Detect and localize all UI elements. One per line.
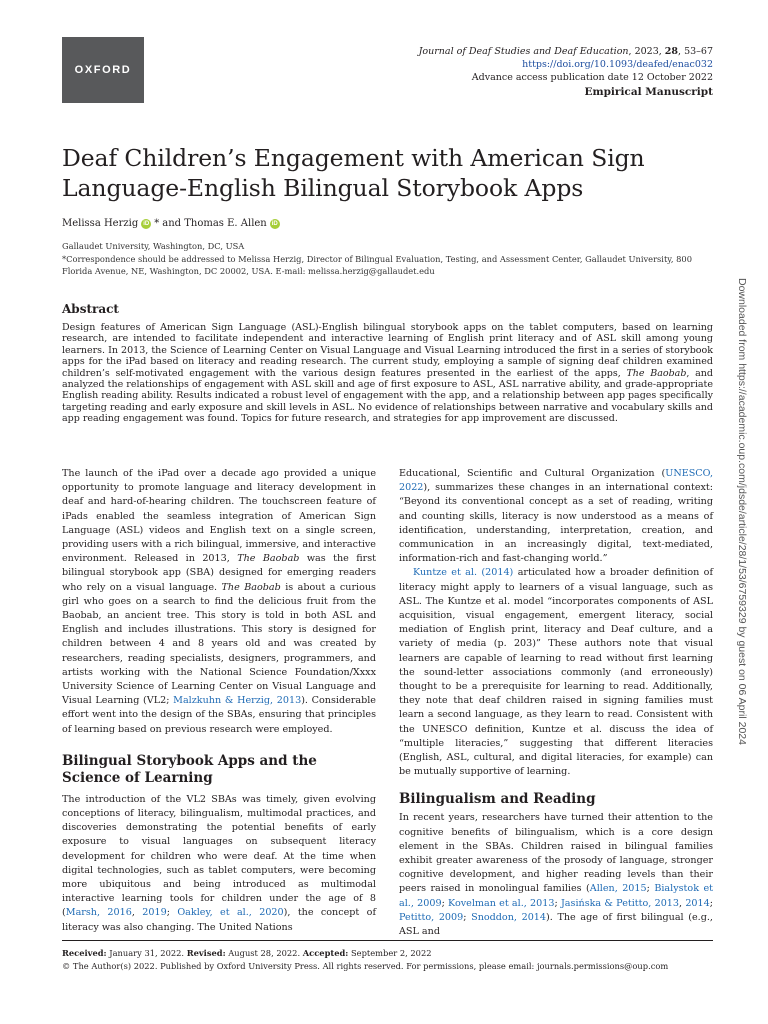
- download-note: Downloaded from https://academic.oup.com/jdsde/article/28/1/53/6759329 by guest on 06 April 2024: [736, 278, 748, 745]
- text-run: articulated how a broader definition of literacy might apply to learners of a visual language, such as ASL. The Kuntze et al. model “incorporates components of ASL acquisition, visual engagement, emergent literacy, social mediation of English print, literacy and Deaf culture, and a variety of media (p. 203)” These authors note that visual learners are capable of learning to read without first learning the sound-letter associations commonly (and erroneously) thought to be a prerequisite for learning to read. Additionally, they note that deaf children raised in signing families must learn a second language, as they learn to read. Consistent with the UNESCO definition, Kuntze et al. discuss the idea of “multiple literacies,” suggesting that different literacies (English, ASL, cultural, and digital literacies, for example) can be mutually supportive of learning.: [399, 567, 713, 778]
- affiliation: [62, 240, 702, 278]
- section-heading: Bilingualism and Reading: [399, 791, 596, 808]
- journal-volume: 28: [664, 46, 679, 57]
- journal-citation: [419, 45, 713, 58]
- text-emphasis: The Baobab: [221, 581, 281, 593]
- article-footer: [62, 947, 668, 973]
- citation-link[interactable]: Malzkuhn & Herzig, 2013: [173, 695, 302, 707]
- abstract-part: , and analyzed the relationships of engagement with ASL skill and age of first exposure to ASL, ASL narrative ability, and grade-appropriate English reading ability. Results indicated a robust level of engagement with the app, and a relationship between app pages specifically targeting reading and early exposure and skill levels in ASL. No evidence of relationships between narrative and vocabulary skills and app reading engagement was found. Topics for future research, and strategies for app improvement are discussed.: [62, 367, 714, 425]
- corresponding-mark: *: [154, 218, 160, 229]
- body-paragraph: [399, 566, 713, 779]
- text-run: Educational, Scientific and Cultural Organization (: [399, 468, 666, 479]
- text-emphasis: The Baobab: [237, 553, 300, 565]
- text-run: ). The age of first bilingual (e.g., ASL and: [399, 911, 713, 938]
- article-type: Empirical Manuscript: [584, 86, 713, 98]
- download-watermark: [735, 278, 751, 748]
- text-run: ;: [166, 907, 178, 919]
- text-run: ;: [441, 897, 449, 909]
- received-label: Received:: [62, 948, 107, 958]
- text-run: ;: [554, 897, 561, 909]
- journal-pages: , 53–67: [678, 46, 713, 57]
- abstract-heading: Abstract: [62, 302, 119, 316]
- citation-link[interactable]: 2014: [685, 897, 710, 909]
- text-run: ;: [463, 911, 472, 923]
- body-paragraph: [62, 467, 376, 737]
- text-run: ), the concept of literacy was also changing. The United Nations: [62, 907, 376, 933]
- received-date: January 31, 2022.: [106, 948, 187, 958]
- citation-link[interactable]: Marsh, 2016: [65, 907, 132, 919]
- orcid-icon[interactable]: iD: [143, 220, 150, 227]
- citation-link[interactable]: Snoddon, 2014: [471, 911, 547, 923]
- correspondence-line: *Correspondence should be addressed to Melissa Herzig, Director of Bilingual Evaluation, Testing, and Assessment Center, Gallaudet University, 800 Florida Avenue, NE, Washington, DC 20002, USA. E-mail: melissa.herzig@gallaudet.edu: [62, 253, 692, 276]
- accepted-date: September 2, 2022: [348, 948, 432, 958]
- text-run: In recent years, researchers have turned their attention to the cognitive benefits of bilingualism, which is a core design element in the SBAs. Children raised in bilingual families exhibit greater awareness of the prosody of language, stronger cognitive development, and higher reading levels than their peers raised in monolingual families (: [399, 812, 713, 895]
- revised-label: Revised:: [186, 948, 226, 958]
- body-paragraph: [399, 467, 713, 566]
- text-run: ;: [646, 883, 655, 895]
- text-run: ,: [679, 897, 686, 909]
- accepted-label: Accepted:: [302, 948, 349, 958]
- citation-link[interactable]: Jasińska & Petitto, 2013: [560, 897, 680, 909]
- author-list: [62, 218, 280, 229]
- journal-year: , 2023,: [628, 46, 665, 57]
- abstract-emphasis: The Baobab: [626, 367, 687, 379]
- citation-link[interactable]: Kuntze et al. (2014): [413, 567, 514, 579]
- affiliation-line: Gallaudet University, Washington, DC, USA: [62, 241, 245, 251]
- author-name[interactable]: and Thomas E. Allen: [162, 218, 267, 229]
- right-column: [399, 467, 713, 939]
- logo-text: OXFORD: [74, 64, 132, 76]
- text-run: is about a curious girl who goes on a search to find the delicious fruit from the Baobab, an ancient tree. This story is told in both ASL and English and includes illustrations. This story is designed for children between 4 and 8 years old and was created by researchers, reading specialists, designers, programmers, and artists working with the National Science Foundation/Xxxx University Science of Learning Center on Visual Language and Visual Learning (VL2;: [62, 581, 376, 707]
- left-column: [62, 467, 376, 935]
- text-run: ,: [131, 907, 143, 919]
- text-run: was the first bilingual storybook app (SBA) designed for emerging readers who rely on a visual language.: [62, 553, 377, 593]
- text-run: ;: [709, 897, 713, 909]
- citation-link[interactable]: UNESCO, 2022: [399, 468, 713, 494]
- citation-link[interactable]: 2019: [142, 907, 167, 919]
- abstract-part: Design features of American Sign Language (ASL)-English bilingual storybook apps on the tablet computers, based on learning research, are intended to facilitate independent and interactive learning of English print literacy and of ASL skill among young learners. In 2013, the Science of Learning Center on Visual Language and Visual Learning introduced the first in a series of storybook apps for the iPad based on literacy and reading research. The current study, employing a sample of signing deaf children examined children’s self-motivated engagement with the various design features presented in the earliest of the apps,: [62, 322, 713, 379]
- oxford-logo[interactable]: [62, 37, 144, 103]
- text-run: The launch of the iPad over a decade ago provided a unique opportunity to promote language and literacy development in deaf and hard-of-hearing children. The touchscreen feature of iPads enabled the seamless integration of American Sign Language (ASL) videos and English text on a single screen, providing users with a rich bilingual, immersive, and interactive environment. Released in 2013,: [62, 468, 376, 565]
- article-title: Deaf Children’s Engagement with American Sign Language-English Bilingual Storybook Apps: [62, 144, 645, 202]
- revised-date: August 28, 2022.: [225, 948, 303, 958]
- advance-access: Advance access publication date 12 October 2022: [471, 72, 713, 83]
- text-run: ), summarizes these changes in an international context: “Beyond its conventional concept as a set of reading, writing and counting skills, literacy is now understood as a means of identification, understanding, interpretation, creation, and communication in an increasingly digital, text-mediated, information-rich and fast-changing world.”: [399, 482, 713, 565]
- citation-link[interactable]: Oakley, et al., 2020: [177, 907, 284, 919]
- citation-link[interactable]: Petitto, 2009: [399, 911, 464, 923]
- orcid-icon[interactable]: iD: [271, 220, 278, 227]
- journal-name: Journal of Deaf Studies and Deaf Education: [418, 46, 629, 57]
- history-dates: [62, 947, 668, 960]
- citation-link[interactable]: Kovelman et al., 2013: [448, 897, 555, 909]
- footer-divider: [62, 940, 713, 941]
- text-run: ). Considerable effort went into the design of the SBAs, ensuring that principles of learning based on previous research were employed.: [62, 695, 376, 735]
- citation-link[interactable]: Bialystok et al., 2009: [399, 883, 713, 909]
- journal-meta: [419, 45, 713, 99]
- copyright-line: © The Author(s) 2022. Published by Oxford University Press. All rights reserved. For permissions, please email: journals.permissions@oup.com: [62, 961, 669, 971]
- author-name[interactable]: Melissa Herzig: [62, 218, 139, 229]
- section-heading: Bilingual Storybook Apps and the Science of Learning: [62, 752, 317, 786]
- text-run: The introduction of the VL2 SBAs was timely, given evolving conceptions of literacy, bilingualism, multimodal practices, and discoveries demonstrating the potential benefits of early exposure to visual languages on subsequent literacy development for children who were deaf. At the time when digital technologies, such as tablet computers, were becoming more ubiquitous and being introduced as multimodal interactive learning tools for children under the age of 8 (: [62, 793, 376, 919]
- body-paragraph: [399, 811, 713, 939]
- citation-link[interactable]: Allen, 2015: [589, 883, 647, 895]
- doi-link[interactable]: https://doi.org/10.1093/deafed/enac032: [522, 59, 713, 70]
- abstract-text: [62, 322, 713, 425]
- body-paragraph: [62, 793, 376, 935]
